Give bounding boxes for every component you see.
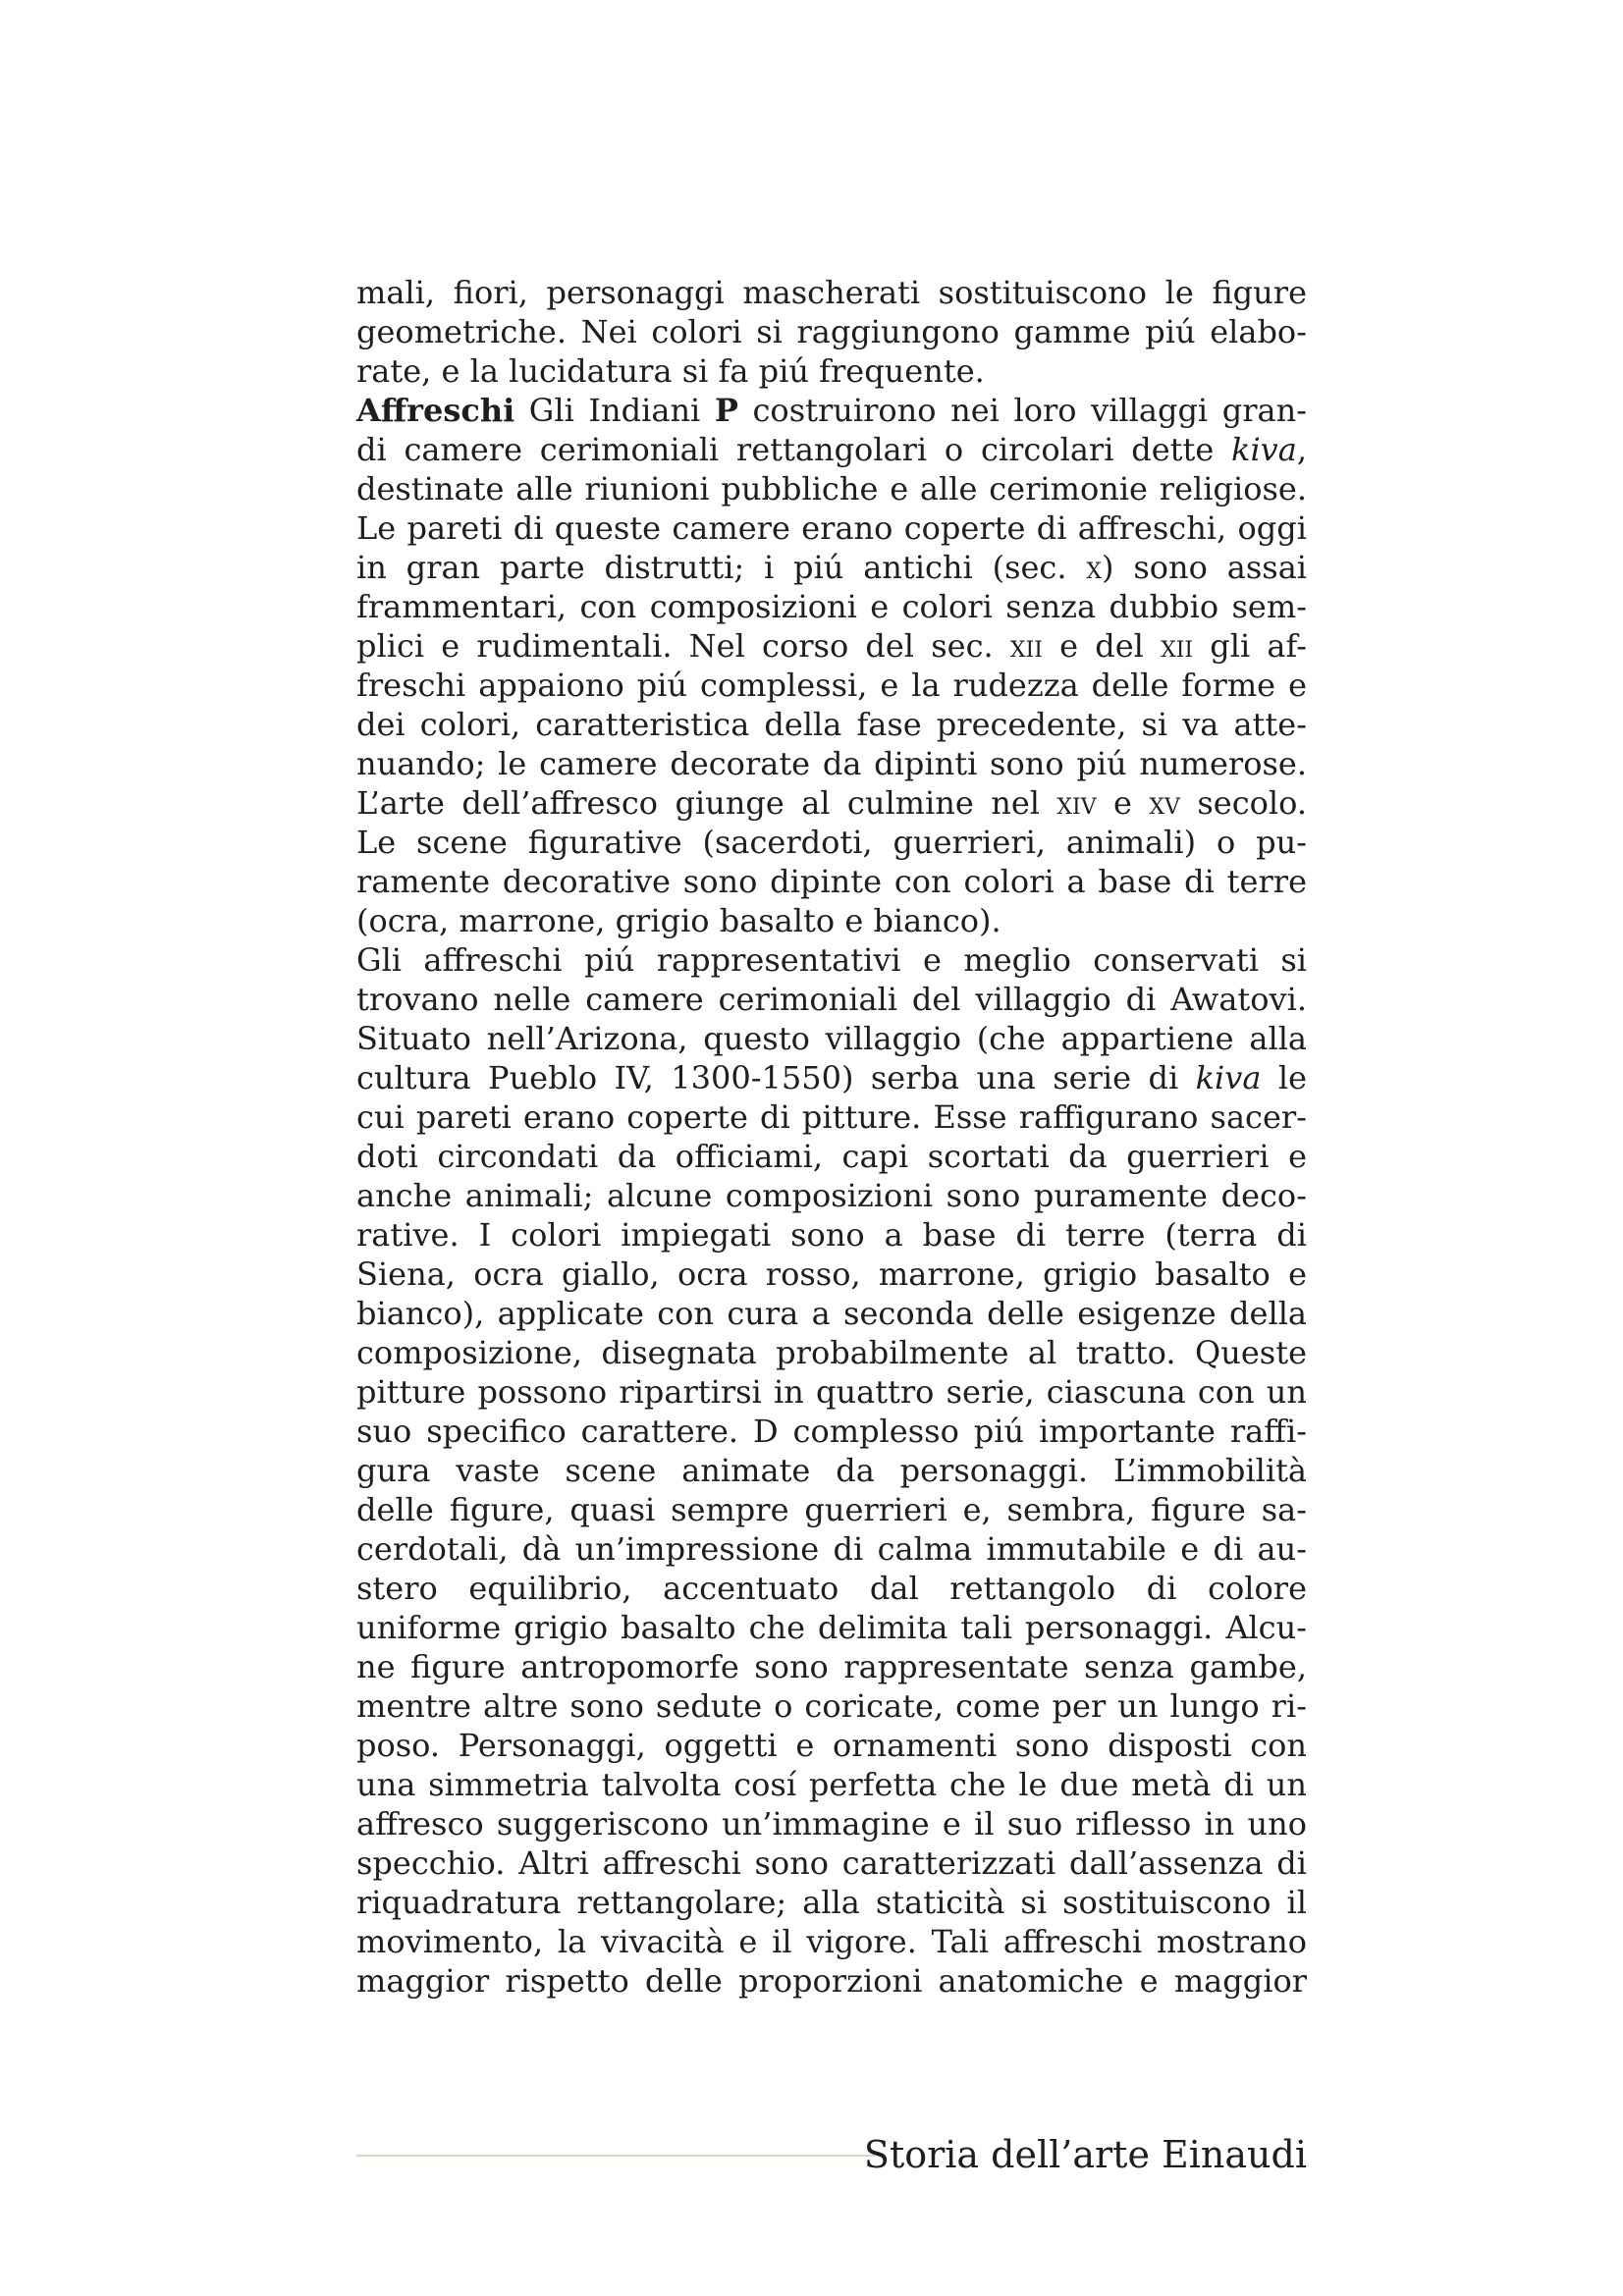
text-run: frammentari, con composizioni e colori senza dubbio sem- <box>356 588 1307 625</box>
text-run: Le pareti di queste camere erano coperte di affreschi, oggi <box>356 509 1307 547</box>
text-line <box>356 1922 1307 1961</box>
text-run: affresco suggeriscono un’immagine e il suo riflesso in uno <box>356 1805 1307 1842</box>
text-line <box>356 862 1307 901</box>
text-line <box>356 1529 1307 1569</box>
text-line <box>356 1961 1307 2001</box>
text-run: L’arte dell’affresco giunge al culmine nel <box>356 784 1057 822</box>
text-run: costruirono nei loro villaggi gran- <box>737 392 1308 429</box>
text-line <box>356 626 1307 666</box>
text-run: anche animali; alcune composizioni sono puramente deco- <box>356 1177 1307 1214</box>
text-run: Situato nell’Arizona, questo villaggio (che appartiene alla <box>356 1020 1307 1057</box>
footer-rule <box>356 2155 875 2157</box>
text-run: Siena, ocra giallo, ocra rosso, marrone, grigio basalto e <box>356 1255 1307 1293</box>
text-run: geometriche. Nei colori si raggiungono gamme piú elabo- <box>356 313 1307 350</box>
text-line <box>356 1490 1307 1529</box>
text-run: rative. I colori impiegati sono a base di terre (terra di <box>356 1216 1307 1254</box>
text-run: plici e rudimentali. Nel corso del sec. <box>356 627 1010 665</box>
text-run: bianco), applicate con cura a seconda delle esigenze della <box>356 1295 1307 1332</box>
footer-title: Storia dell’arte Einaudi <box>863 2133 1307 2176</box>
italic-run: kiva <box>1231 431 1297 468</box>
text-run: gli af- <box>1193 627 1308 665</box>
text-run: in gran parte distrutti; i piú antichi (sec. <box>356 549 1087 586</box>
text-run: secolo. <box>1179 784 1308 822</box>
text-run: dei colori, caratteristica della fase precedente, si va atte- <box>356 706 1307 743</box>
text-line <box>356 351 1307 391</box>
text-line <box>356 940 1307 980</box>
text-run: uniforme grigio basalto che delimita tali personaggi. Alcu- <box>356 1609 1307 1646</box>
roman-numeral: xii <box>1009 627 1043 665</box>
text-run: delle figure, quasi sempre guerrieri e, sembra, figure sa- <box>356 1491 1307 1528</box>
text-run: cultura Pueblo IV, 1300-1550) serba una serie di <box>356 1059 1196 1096</box>
text-run: rate, e la lucidatura si fa piú frequente. <box>356 352 985 390</box>
body-text <box>356 273 1307 2001</box>
text-line <box>356 1569 1307 1608</box>
text-line <box>356 666 1307 705</box>
roman-numeral: xii <box>1161 627 1194 665</box>
text-run: stero equilibrio, accentuato dal rettangolo di colore <box>356 1570 1307 1607</box>
text-line <box>356 273 1307 312</box>
text-line <box>356 1137 1307 1176</box>
text-line <box>356 1333 1307 1372</box>
text-run: pitture possono ripartirsi in quattro serie, ciascuna con un <box>356 1373 1307 1411</box>
text-run: destinate alle riunioni pubbliche e alle cerimonie religiose. <box>356 470 1307 507</box>
text-run: di camere cerimoniali rettangolari o circolari dette <box>356 431 1232 468</box>
text-line <box>356 1255 1307 1294</box>
text-line <box>356 391 1307 430</box>
text-run: movimento, la vivacità e il vigore. Tali affreschi mostrano <box>356 1923 1307 1960</box>
text-run: riquadratura rettangolare; alla staticità si sostituiscono il <box>356 1884 1307 1921</box>
text-line <box>356 1412 1307 1451</box>
text-line <box>356 783 1307 823</box>
text-run: e del <box>1042 627 1162 665</box>
text-run: composizione, disegnata probabilmente al tratto. Queste <box>356 1334 1307 1371</box>
text-line <box>356 312 1307 351</box>
text-line <box>356 1647 1307 1686</box>
text-line <box>356 1097 1307 1137</box>
text-line <box>356 705 1307 744</box>
text-run: ramente decorative sono dipinte con colori a base di terre <box>356 863 1307 900</box>
bold-run: Affreschi <box>356 392 515 429</box>
text-line <box>356 508 1307 548</box>
text-run: specchio. Altri affreschi sono caratterizzati dall’assenza di <box>356 1844 1307 1882</box>
italic-run: kiva <box>1195 1059 1262 1096</box>
text-line <box>356 1843 1307 1883</box>
text-line <box>356 1804 1307 1843</box>
text-line <box>356 1294 1307 1333</box>
text-run: le <box>1261 1059 1308 1096</box>
text-run: gura vaste scene animate da personaggi. L’immobilità <box>356 1452 1307 1489</box>
text-run: cerdotali, dà un’impressione di calma immutabile e di au- <box>356 1530 1307 1568</box>
text-run: Gli affreschi piú rappresentativi e meglio conservati si <box>356 941 1307 979</box>
text-line <box>356 823 1307 862</box>
text-run: (ocra, marrone, grigio basalto e bianco). <box>356 902 1001 939</box>
text-line <box>356 1215 1307 1255</box>
roman-numeral: x <box>1086 549 1103 586</box>
text-line <box>356 901 1307 940</box>
text-line <box>356 1019 1307 1058</box>
text-line <box>356 1608 1307 1647</box>
text-line <box>356 1058 1307 1097</box>
text-run: ) sono assai <box>1102 549 1308 586</box>
text-line <box>356 1883 1307 1922</box>
roman-numeral: xv <box>1149 784 1180 822</box>
text-run: ne figure antropomorfe sono rappresentate senza gambe, <box>356 1648 1307 1685</box>
text-run: freschi appaiono piú complessi, e la rudezza delle forme e <box>356 667 1307 704</box>
bold-run: P <box>714 392 738 429</box>
text-line <box>356 1726 1307 1765</box>
text-run: maggior rispetto delle proporzioni anatomiche e maggior <box>356 1962 1307 2000</box>
text-run: mentre altre sono sedute o coricate, come per un lungo ri- <box>356 1687 1307 1725</box>
text-run: trovano nelle camere cerimoniali del villaggio di Awatovi. <box>356 981 1307 1018</box>
text-run: doti circondati da officiami, capi scortati da guerrieri e <box>356 1138 1307 1175</box>
text-run: poso. Personaggi, oggetti e ornamenti sono disposti con <box>356 1727 1307 1764</box>
text-line <box>356 1765 1307 1804</box>
text-run: cui pareti erano coperte di pitture. Esse raffigurano sacer- <box>356 1098 1307 1136</box>
text-run: mali, fiori, personaggi mascherati sostituiscono le figure <box>356 274 1307 311</box>
text-line <box>356 1686 1307 1726</box>
text-run: , <box>1296 431 1307 468</box>
text-run: Gli Indiani <box>514 392 715 429</box>
roman-numeral: xiv <box>1056 784 1097 822</box>
text-line <box>356 1372 1307 1412</box>
text-run: e <box>1096 784 1150 822</box>
text-run: nuando; le camere decorate da dipinti sono piú numerose. <box>356 745 1307 782</box>
text-line <box>356 469 1307 508</box>
text-run: suo specifico carattere. D complesso piú importante raffi- <box>356 1413 1307 1450</box>
text-line <box>356 1451 1307 1490</box>
text-run: una simmetria talvolta cosí perfetta che le due metà di un <box>356 1766 1307 1803</box>
text-line <box>356 744 1307 783</box>
text-line <box>356 430 1307 469</box>
text-line <box>356 548 1307 587</box>
text-run: Le scene figurative (sacerdoti, guerrieri, animali) o pu- <box>356 824 1307 861</box>
text-line <box>356 1176 1307 1215</box>
text-line <box>356 980 1307 1019</box>
text-line <box>356 587 1307 626</box>
